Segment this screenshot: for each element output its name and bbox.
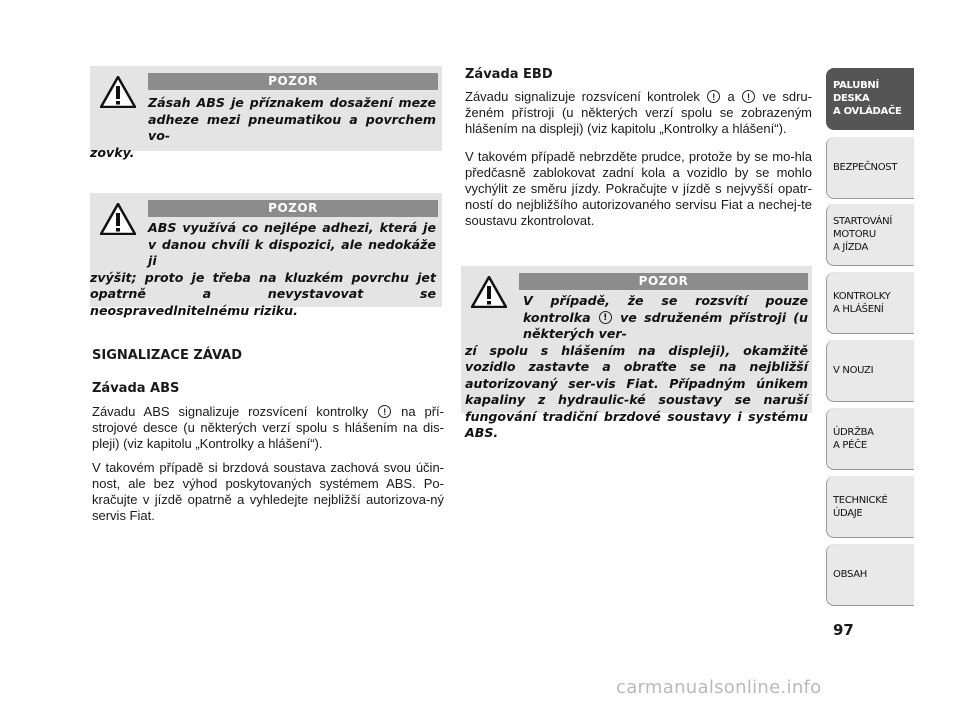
abs-warning-light-icon	[378, 405, 391, 418]
tab-kontrolky[interactable]: KONTROLKY A HLÁŠENÍ	[826, 272, 914, 334]
abs-heading: Závada ABS	[92, 381, 180, 396]
warning-box-1	[90, 66, 442, 160]
tab-technicke-udaje[interactable]: TECHNICKÉ ÚDAJE	[826, 476, 914, 538]
brake-warning-light-icon	[599, 311, 612, 324]
warning-text: Zásah ABS je příznakem dosažení meze adheze mezi pneumatikou a povrchem vo- zovky.	[90, 95, 436, 160]
warning-box-2	[90, 193, 442, 318]
tab-palubni-deska[interactable]: PALUBNÍ DESKA A OVLÁDAČE	[826, 68, 914, 130]
ebd-heading: Závada EBD	[465, 67, 553, 82]
abs-paragraph-2: V takovém případě si brzdová soustava zachová svou účin-nost, ale bez výhod poskytovaných systémem ABS. Po-kračujte v jízdě opatrně a vyhledejte nejbližší autorizova-ný servis Fiat.	[92, 460, 444, 523]
tab-v-nouzi[interactable]: V NOUZI	[826, 340, 914, 402]
tab-bezpecnost[interactable]: BEZPEČNOST	[826, 137, 914, 199]
warning-text: ABS využívá co nejlépe adhezi, která je v danou chvíli k dispozici, ale nedokáže ji zvýšit; proto je třeba na kluzkém povrchu jet opatrně a nevystavovat se neospravedlnitelnému riziku.	[90, 220, 436, 318]
ebd-paragraph-2: V takovém případě nebrzděte prudce, protože by se mo-hla předčasně zablokovat zadní kola a vozidlo by se mohlo vychýlit ze směru jízdy. Pokračujte v jízdě s nejvyšší opatr-ností do nejbližšího autorizovaného servisu Fiat a nechej-te soustavu zkontrolovat.	[465, 149, 812, 228]
page-number: 97	[833, 621, 854, 639]
warning-label: POZOR	[148, 200, 438, 217]
ebd-paragraph-1: Závadu signalizuje rozsvícení kontrolek ! a ! ve sdru-ženém přístroji (u některých verzí spolu se zobrazeným hlášením na displeji) (viz kapitolu „Kontrolky a hlášení“).	[465, 89, 812, 137]
abs-warning-light-icon	[707, 90, 720, 103]
warning-text: V případě, že se rozsvítí pouze kontrolka ! ve sdruženém přístroji (u některých ver- zí spolu s hlášením na displeji), okamžitě vozidlo zastavte a obraťte se na nejbližší autorizovaný ser-vis Fiat. Případným únikem kapaliny z hydraulic-ké soustavy se naruší fungování tradiční brzdové soustavy i systému ABS.	[465, 293, 808, 442]
tab-obsah[interactable]: OBSAH	[826, 544, 914, 606]
warning-label: POZOR	[148, 73, 438, 90]
abs-paragraph-1: Závadu ABS signalizuje rozsvícení kontrolky ! na pří-strojové desce (u některých verzí spolu s hlášením na dis-pleji) (viz kapitolu „Kontrolky a hlášení“).	[92, 404, 444, 452]
brake-warning-light-icon	[742, 90, 755, 103]
warning-label: POZOR	[519, 273, 808, 290]
tab-udrzba[interactable]: ÚDRŽBA A PÉČE	[826, 408, 914, 470]
section-title: SIGNALIZACE ZÁVAD	[92, 348, 243, 363]
watermark: carmanualsonline.info	[616, 677, 822, 698]
warning-box-3	[461, 266, 812, 440]
tab-startovani[interactable]: STARTOVÁNÍ MOTORU A JÍZDA	[826, 204, 914, 266]
